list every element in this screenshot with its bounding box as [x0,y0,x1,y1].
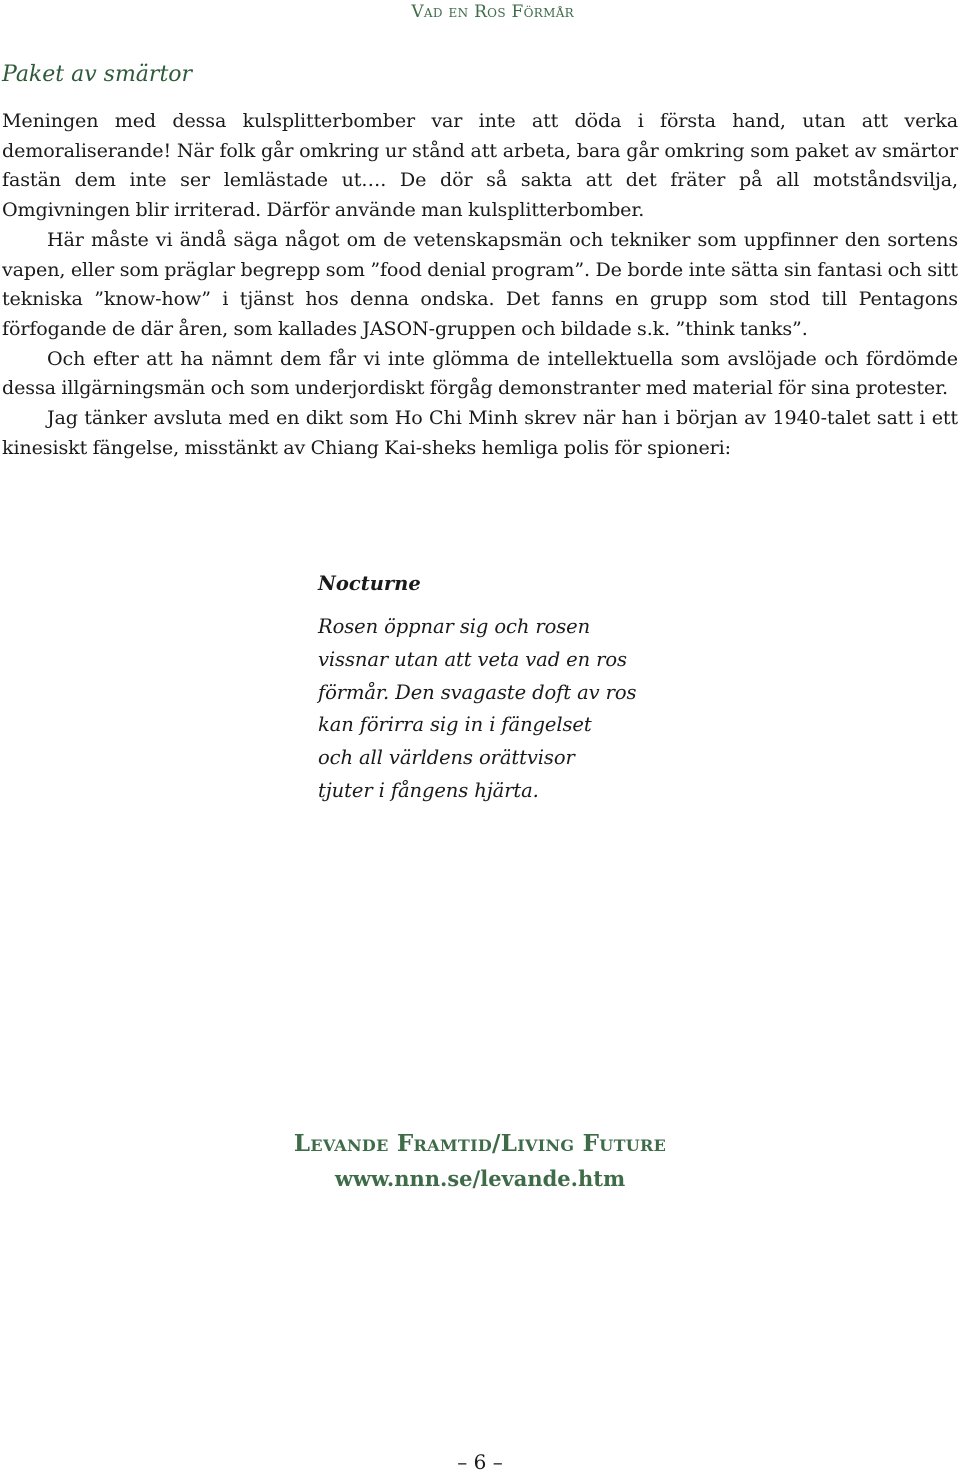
poem-line: förmår. Den svagaste doft av ros [318,680,637,704]
poem-line: och all världens orättvisor [318,746,575,770]
footer-url-link[interactable]: www.nnn.se/levande.htm [334,1166,626,1191]
running-head: Vad en Ros Förmår [411,2,574,22]
poem-line: kan förirra sig in i fängelset [318,713,592,737]
poem-line: Rosen öppnar sig och rosen [318,615,591,638]
poem-line: tjuter i fångens hjärta. [318,778,539,802]
section-title: Paket av smärtor [2,62,193,87]
body-text [2,106,958,462]
footer-brand: Levande Framtid/Living Future [293,1130,667,1157]
paragraph: Här måste vi ändå säga något om de vetenskapsmän och tekniker som uppfinner den sortens vapen, eller som präglar begrepp som ”food denial program”. De borde inte sätta sin fantasi och sitt tekniska ”know-how” i tjänst hos denna ondska. Det fanns en grupp som stod till Pentagons förfogande de där åren, som kallades JASON-gruppen och bildade s.k. ”think tanks”. [2,227,958,340]
poem-line: vissnar utan att veta vad en ros [318,647,627,671]
paragraph: Jag tänker avsluta med en dikt som Ho Chi Minh skrev när han i början av 1940-talet satt i ett kinesiskt fängelse, misstänkt av Chiang Kai-sheks hemliga polis för spioneri: [2,406,958,459]
paragraph: Och efter att ha nämnt dem får vi inte glömma de intellektuella som avslöjade och fördömde dessa illgärningsmän och som underjordiskt förgåg demonstranter med material för sina protester. [2,346,958,400]
poem-title: Nocturne [318,572,421,595]
poem [318,572,636,808]
paragraph: Meningen med dessa kulsplitterbomber var inte att döda i första hand, utan att verka demoraliserande! När folk går omkring ur stånd att arbeta, bara går omkring som paket av smärtor fastän dem inte ser lemlästade ut…. De dör så sakta att det fräter på all motståndsvilja, Omgivningen blir irriterad. Därför använde man kulsplitterbomber. [2,109,958,222]
page-number: – 6 – [457,1450,503,1474]
